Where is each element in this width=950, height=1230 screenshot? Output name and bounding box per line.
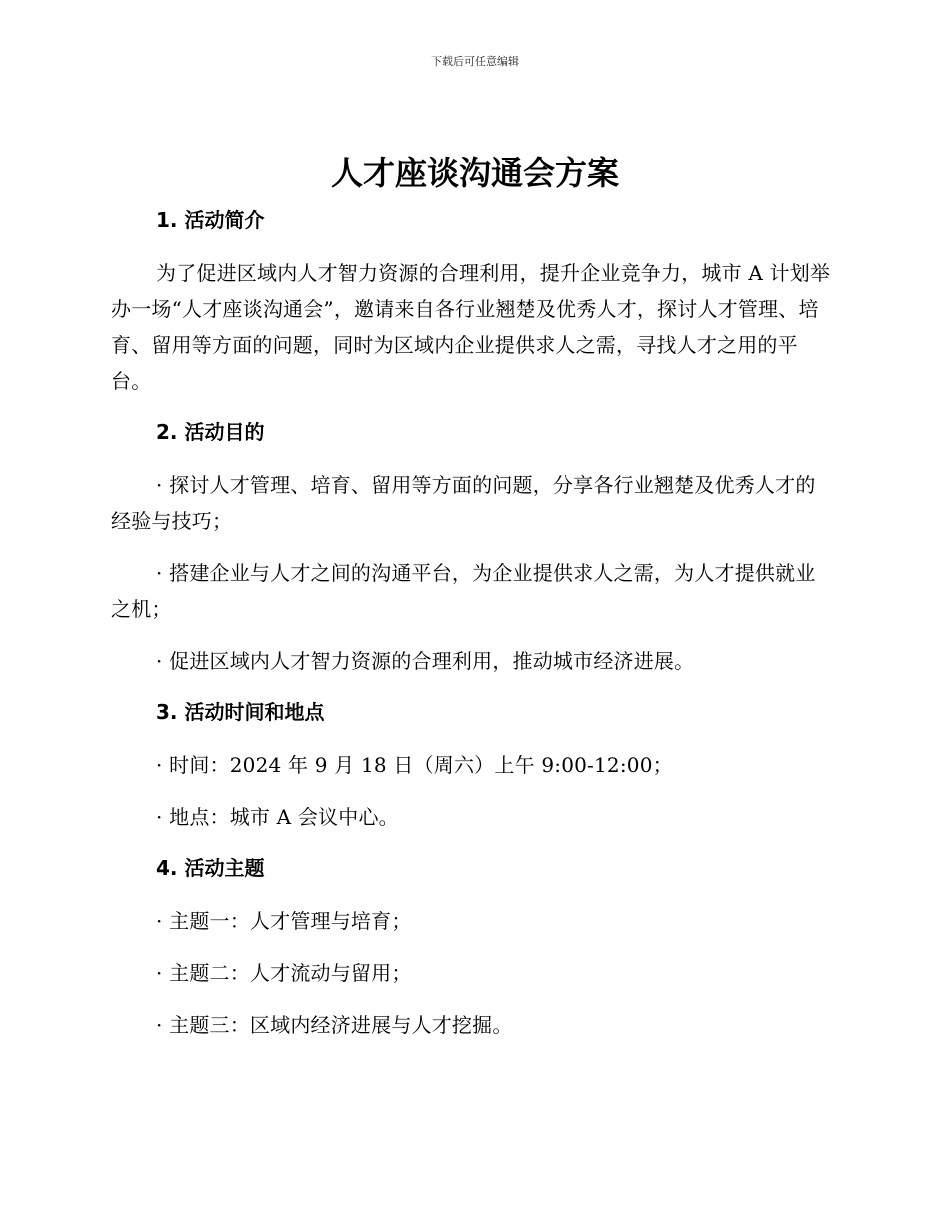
bullet-item: · 时间：2024 年 9 月 18 日（周六）上午 9:00-12:00； bbox=[156, 753, 673, 777]
bullet-item: · 促进区域内人才智力资源的合理利用，推动城市经济进展。 bbox=[156, 649, 695, 673]
document-body bbox=[111, 201, 831, 1043]
bullet-item: · 主题三：区域内经济进展与人才挖掘。 bbox=[156, 1013, 513, 1037]
document-title: 人才座谈沟通会方案 bbox=[330, 154, 619, 192]
header-note: 下载后可任意编辑 bbox=[431, 55, 519, 68]
bullet-item: · 搭建企业与人才之间的沟通平台，为企业提供求人之需，为人才提供就业之机； bbox=[111, 561, 816, 621]
bullet-item: · 主题二：人才流动与留用； bbox=[156, 961, 412, 985]
bullet-item: · 地点：城市 A 会议中心。 bbox=[156, 805, 399, 829]
bullet-item: · 主题一：人才管理与培育； bbox=[156, 909, 412, 933]
paragraph: 为了促进区域内人才智力资源的合理利用，提升企业竞争力，城市 A 计划举办一场“人才座谈沟通会”，邀请来自各行业翘楚及优秀人才，探讨人才管理、培育、留用等方面的问题，同时为区域内企业提供求人之需，寻找人才之用的平台。 bbox=[111, 261, 831, 393]
section-heading-time-place: 3. 活动时间和地点 bbox=[156, 700, 325, 724]
section-heading-themes: 4. 活动主题 bbox=[156, 856, 265, 880]
section-heading-intro: 1. 活动简介 bbox=[156, 208, 265, 232]
section-heading-purpose: 2. 活动目的 bbox=[156, 420, 265, 444]
bullet-item: · 探讨人才管理、培育、留用等方面的问题，分享各行业翘楚及优秀人才的经验与技巧； bbox=[111, 473, 816, 533]
